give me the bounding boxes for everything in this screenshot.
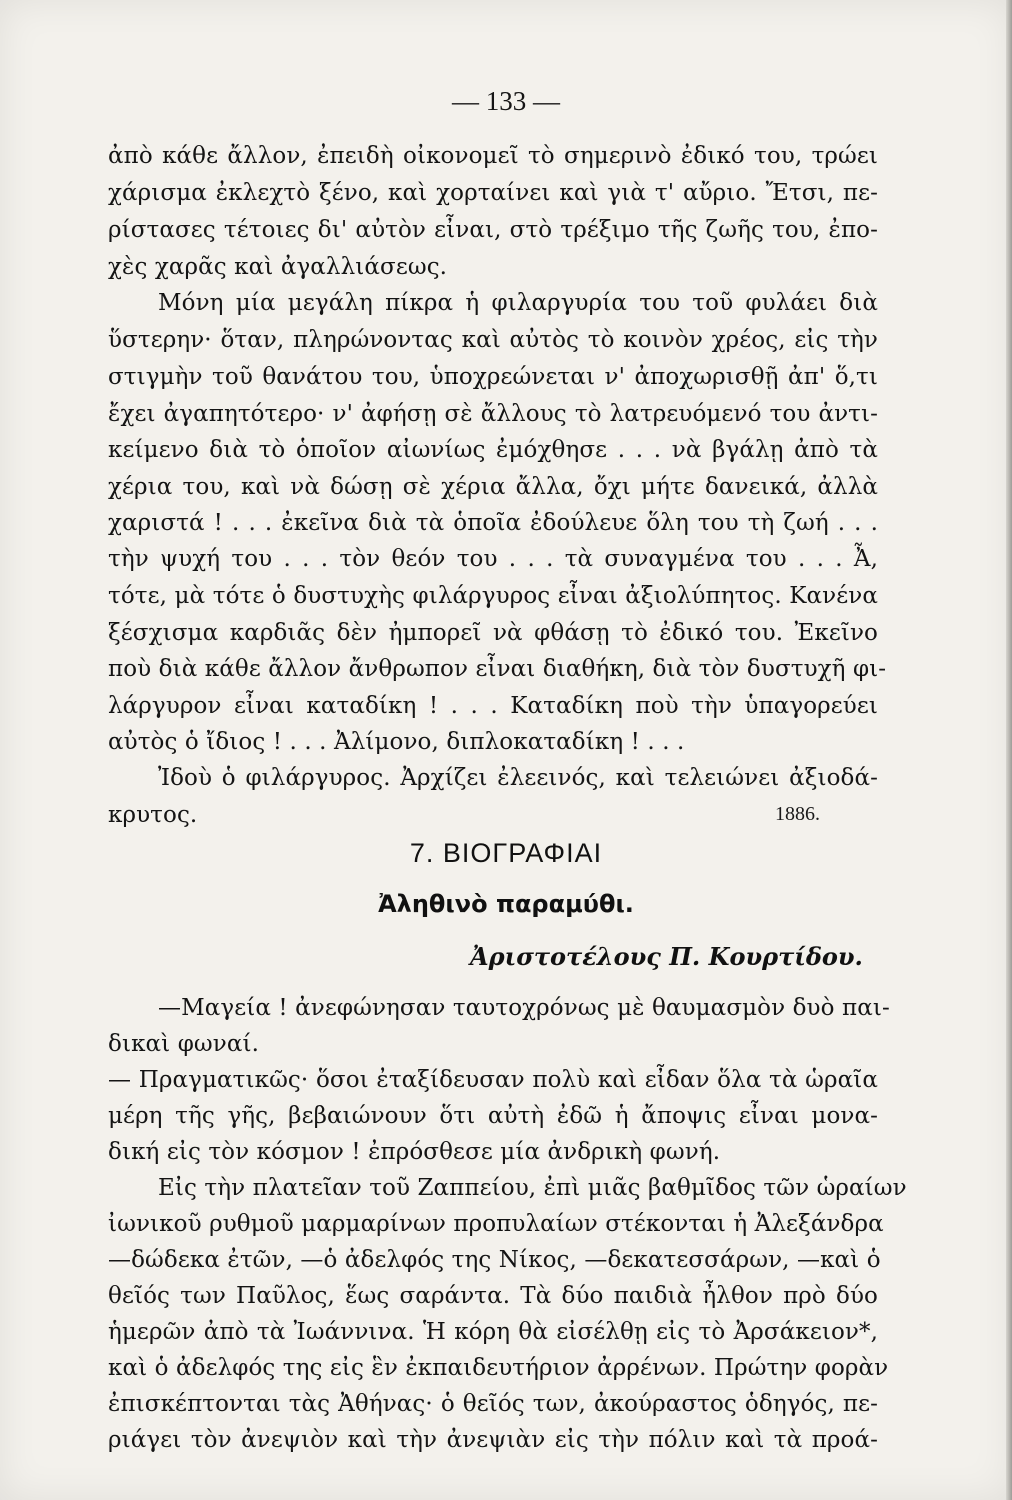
text-line: Εἰς τὴν πλατεῖαν τοῦ Ζαππείου, ἐπὶ μιᾶς βαθμῖδος τῶν ὡραίων: [158, 1175, 907, 1201]
text-line: Μόνη μία μεγάλη πίκρα ἡ φιλαργυρία του τοῦ φυλάει διὰ: [158, 290, 878, 316]
text-line: αὐτὸς ὁ ἴδιος ! . . . Ἀλίμονο, διπλοκαταδίκη ! . . .: [108, 729, 685, 755]
text-line: θεῖός των Παῦλος, ἕως σαράντα. Τὰ δύο παιδιὰ ἦλθον πρὸ δύο: [108, 1283, 878, 1309]
page-edge-shadow: [1006, 0, 1012, 1500]
date-signature: 1886.: [775, 803, 820, 825]
text-line: χὲς χαρᾶς καὶ ἀγαλλιάσεως.: [108, 254, 448, 280]
text-line: κείμενο διὰ τὸ ὁποῖον αἰωνίως ἐμόχθησε . . . νὰ βγάλῃ ἀπὸ τὰ: [108, 437, 878, 463]
text-line: τὴν ψυχή του . . . τὸν θεόν του . . . τὰ συναγμένα του . . . Ἆ,: [108, 546, 878, 572]
text-line: χαριστά ! . . . ἐκεῖνα διὰ τὰ ὁποῖα ἐδούλευε ὅλη του τὴ ζωή . . .: [108, 510, 878, 536]
text-line: δικαὶ φωναί.: [108, 1031, 260, 1057]
text-line: λάργυρον εἶναι καταδίκη ! . . . Καταδίκη ποὺ τὴν ὑπαγορεύει: [108, 693, 878, 719]
section-title: 7. ΒΙΟΓΡΑΦΙΑΙ: [409, 838, 603, 868]
text-line: τότε, μὰ τότε ὁ δυστυχὴς φιλάργυρος εἶναι ἀξιολύπητος. Κανένα: [108, 583, 878, 609]
text-line: ἐπισκέπτονται τὰς Ἀθήνας· ὁ θεῖός των, ἀκούραστος ὁδηγός, πε-: [108, 1391, 878, 1417]
text-line: Ἰδοὺ ὁ φιλάργυρος. Ἀρχίζει ἐλεεινός, καὶ τελειώνει ἀξιοδά-: [158, 765, 878, 791]
text-line: ἔχει ἀγαπητότερο· ν' ἀφήσῃ σὲ ἄλλους τὸ λατρευόμενό του ἀντι-: [108, 401, 878, 427]
text-line: ξέσχισμα καρδιᾶς δὲν ἠμπορεῖ νὰ φθάσῃ τὸ ἐδικό του. Ἐκεῖνο: [108, 620, 878, 646]
text-line: ἀπὸ κάθε ἄλλον, ἐπειδὴ οἰκονομεῖ τὸ σημερινὸ ἐδικό του, τρώει: [108, 143, 878, 169]
text-line: — Πραγματικῶς· ὅσοι ἐταξίδευσαν πολὺ καὶ εἶδαν ὅλα τὰ ὡραῖα: [108, 1067, 878, 1093]
text-line: δική εἰς τὸν κόσμον ! ἐπρόσθεσε μία ἀνδρικὴ φωνή.: [108, 1139, 721, 1165]
text-line: ρίστασες τέτοιες δι' αὐτὸν εἶναι, στὸ τρέξιμο τῆς ζωῆς του, ἐπο-: [108, 217, 878, 243]
text-line: ὕστερην· ὅταν, πληρώνοντας καὶ αὐτὸς τὸ κοινὸν χρέος, εἰς τὴν: [108, 327, 878, 353]
text-line: χάρισμα ἐκλεχτὸ ξένο, καὶ χορταίνει καὶ γιὰ τ' αὔριο. Ἔτσι, πε-: [108, 180, 878, 206]
story-title: Ἀληθινὸ παραμύθι.: [378, 890, 634, 918]
text-line: —δώδεκα ἐτῶν, —ὁ ἀδελφός της Νίκος, —δεκατεσσάρων, —καὶ ὁ: [108, 1247, 881, 1273]
text-line: στιγμὴν τοῦ θανάτου του, ὑποχρεώνεται ν' ἀποχωρισθῇ ἀπ' ὅ,τι: [108, 364, 878, 390]
text-line: ἡμερῶν ἀπὸ τὰ Ἰωάννινα. Ἡ κόρη θὰ εἰσέλθῃ εἰς τὸ Ἀρσάκειον*,: [108, 1319, 878, 1345]
author-name: Ἀριστοτέλους Π. Κουρτίδου.: [470, 942, 863, 971]
text-line: ποὺ διὰ κάθε ἄλλον ἄνθρωπον εἶναι διαθήκη, διὰ τὸν δυστυχῆ φι-: [108, 656, 887, 682]
text-line: μέρη τῆς γῆς, βεβαιώνουν ὅτι αὐτὴ ἐδῶ ἡ ἄποψις εἶναι μονα-: [108, 1103, 878, 1129]
text-line: κρυτος.: [108, 802, 198, 828]
text-line: ἰωνικοῦ ρυθμοῦ μαρμαρίνων προπυλαίων στέκονται ἡ Ἀλεξάνδρα: [108, 1211, 884, 1237]
text-line: —Μαγεία ! ἀνεφώνησαν ταυτοχρόνως μὲ θαυμασμὸν δυὸ παι-: [158, 995, 890, 1021]
text-line: χέρια του, καὶ νὰ δώσῃ σὲ χέρια ἄλλα, ὄχι μήτε δανεικά, ἀλλὰ: [108, 474, 878, 500]
page-number: — 133 —: [452, 86, 560, 116]
text-line: καὶ ὁ ἀδελφός της εἰς ἓν ἐκπαιδευτήριον ἀρρένων. Πρώτην φορὰν: [108, 1355, 889, 1381]
text-line: ριάγει τὸν ἀνεψιὸν καὶ τὴν ἀνεψιὰν εἰς τὴν πόλιν καὶ τὰ προά-: [108, 1427, 878, 1453]
